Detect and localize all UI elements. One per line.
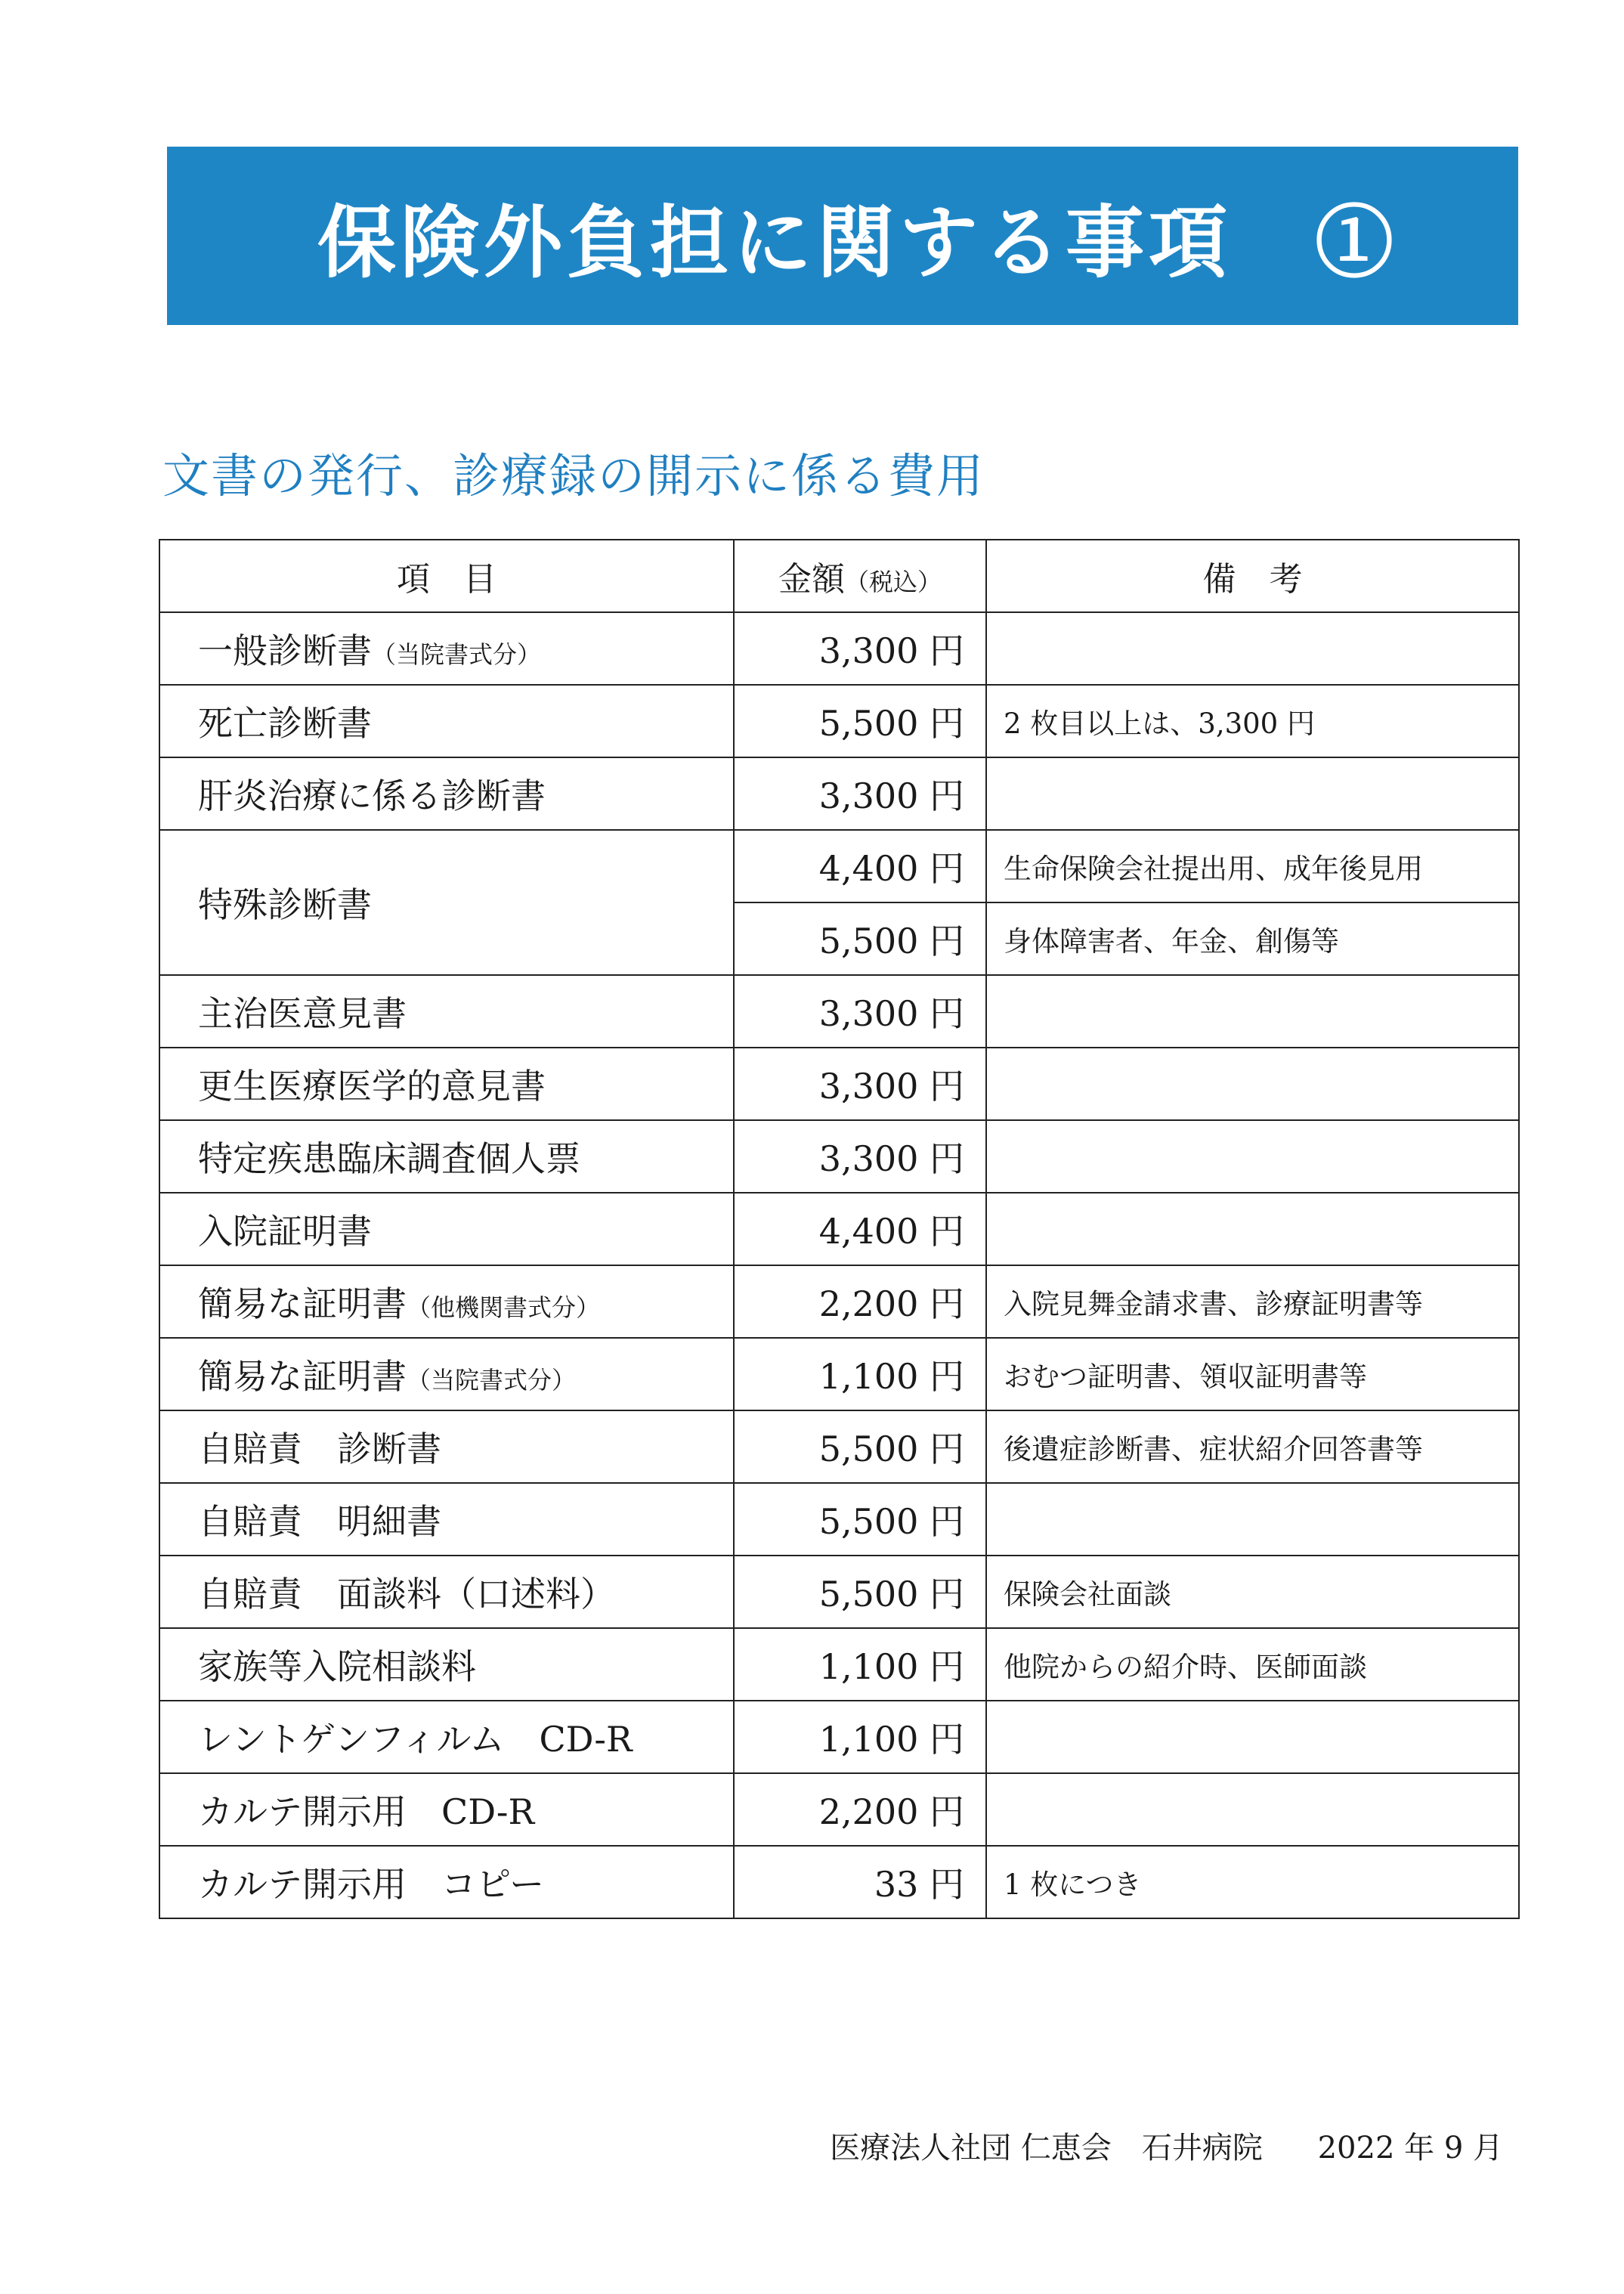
row-amount: 5,500 円 xyxy=(734,1483,986,1556)
row-note xyxy=(986,1701,1519,1773)
header-item: 項 目 xyxy=(159,540,734,612)
table-row xyxy=(159,1338,1519,1410)
row-name: 自賠責 明細書 xyxy=(159,1483,734,1556)
row-name-text: 簡易な証明書 xyxy=(198,1356,407,1397)
table-row xyxy=(159,612,1519,685)
table-row xyxy=(159,685,1519,757)
header-amount-label: 金額 xyxy=(778,560,845,599)
row-note xyxy=(986,1048,1519,1120)
row-name: 自賠責 診断書 xyxy=(159,1410,734,1483)
row-note: 入院見舞金請求書、診療証明書等 xyxy=(986,1265,1519,1338)
row-amount: 1,100 円 xyxy=(734,1628,986,1701)
row-name-text: 一般診断書 xyxy=(198,630,372,671)
header-remarks: 備 考 xyxy=(986,540,1519,612)
table-row xyxy=(159,1120,1519,1193)
row-amount: 3,300 円 xyxy=(734,612,986,685)
table-row xyxy=(159,975,1519,1048)
table-row xyxy=(159,1628,1519,1701)
footer-date: 2022 年 9 月 xyxy=(1317,2131,1503,2166)
section-title: 文書の発行、診療録の開示に係る費用 xyxy=(162,448,985,503)
row-note xyxy=(986,1483,1519,1556)
row-amount: 3,300 円 xyxy=(734,1048,986,1120)
row-note xyxy=(986,612,1519,685)
row-name: レントゲンフィルム CD-R xyxy=(159,1701,734,1773)
row-name: 死亡診断書 xyxy=(159,685,734,757)
row-amount: 3,300 円 xyxy=(734,975,986,1048)
row-name-small: （当院書式分） xyxy=(372,640,542,669)
table-row xyxy=(159,1410,1519,1483)
row-amount: 4,400 円 xyxy=(734,830,986,902)
table-row xyxy=(159,1701,1519,1773)
row-name: 肝炎治療に係る診断書 xyxy=(159,757,734,830)
row-name: カルテ開示用 CD-R xyxy=(159,1773,734,1846)
row-note xyxy=(986,1773,1519,1846)
row-amount: 33 円 xyxy=(734,1846,986,1918)
row-amount: 5,500 円 xyxy=(734,902,986,975)
footer xyxy=(822,2124,1503,2167)
row-name: カルテ開示用 コピー xyxy=(159,1846,734,1918)
row-note: 生命保険会社提出用、成年後見用 xyxy=(986,830,1519,902)
table-row xyxy=(159,1265,1519,1338)
table-row xyxy=(159,1773,1519,1846)
row-note: 後遺症診断書、症状紹介回答書等 xyxy=(986,1410,1519,1483)
table-row xyxy=(159,1483,1519,1556)
row-amount: 5,500 円 xyxy=(734,1556,986,1628)
row-note xyxy=(986,975,1519,1048)
row-name: 家族等入院相談料 xyxy=(159,1628,734,1701)
row-note xyxy=(986,757,1519,830)
table-row xyxy=(159,757,1519,830)
row-amount: 1,100 円 xyxy=(734,1701,986,1773)
table-row xyxy=(159,1846,1519,1918)
page-title: 保険外負担に関する事項 ① xyxy=(317,196,1398,289)
row-amount: 3,300 円 xyxy=(734,1120,986,1193)
footer-org: 医療法人社団 仁恵会 石井病院 xyxy=(830,2131,1263,2166)
row-name-small: （他機関書式分） xyxy=(407,1293,601,1322)
row-name-small: （当院書式分） xyxy=(407,1366,577,1395)
row-note: 保険会社面談 xyxy=(986,1556,1519,1628)
row-note xyxy=(986,1193,1519,1265)
row-amount: 2,200 円 xyxy=(734,1773,986,1846)
row-name: 自賠責 面談料（口述料） xyxy=(159,1556,734,1628)
row-name xyxy=(159,1265,734,1338)
row-amount: 2,200 円 xyxy=(734,1265,986,1338)
table-row xyxy=(159,1048,1519,1120)
row-note xyxy=(986,1120,1519,1193)
row-name: 特殊診断書 xyxy=(159,830,734,975)
title-banner xyxy=(167,147,1518,325)
row-amount: 3,300 円 xyxy=(734,757,986,830)
header-amount-note: （税込） xyxy=(844,568,942,596)
row-amount: 1,100 円 xyxy=(734,1338,986,1410)
table-row xyxy=(159,1193,1519,1265)
header-amount xyxy=(734,540,986,612)
fee-table xyxy=(159,539,1520,1919)
row-note: 身体障害者、年金、創傷等 xyxy=(986,902,1519,975)
row-note: 1 枚につき xyxy=(986,1846,1519,1918)
row-note: 他院からの紹介時、医師面談 xyxy=(986,1628,1519,1701)
row-amount: 5,500 円 xyxy=(734,685,986,757)
row-name xyxy=(159,612,734,685)
row-name: 入院証明書 xyxy=(159,1193,734,1265)
row-name: 主治医意見書 xyxy=(159,975,734,1048)
row-name: 更生医療医学的意見書 xyxy=(159,1048,734,1120)
row-name: 特定疾患臨床調査個人票 xyxy=(159,1120,734,1193)
row-note: おむつ証明書、領収証明書等 xyxy=(986,1338,1519,1410)
table-row xyxy=(159,1556,1519,1628)
row-name-text: 簡易な証明書 xyxy=(198,1283,407,1324)
row-amount: 4,400 円 xyxy=(734,1193,986,1265)
table-header-row xyxy=(159,540,1519,612)
row-note: 2 枚目以上は、3,300 円 xyxy=(986,685,1519,757)
row-name xyxy=(159,1338,734,1410)
row-amount: 5,500 円 xyxy=(734,1410,986,1483)
table-row xyxy=(159,830,1519,902)
